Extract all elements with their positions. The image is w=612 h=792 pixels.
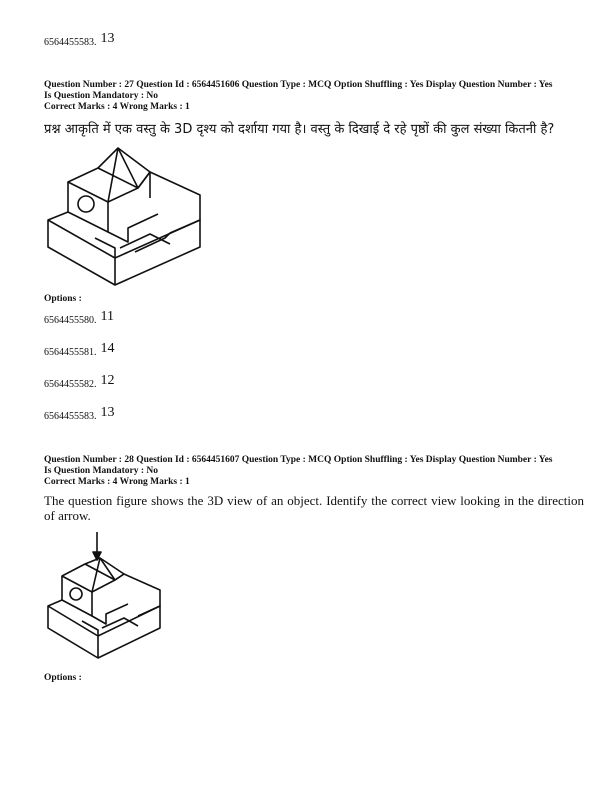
q27-option-2[interactable]: [44, 341, 115, 360]
option-id: 6564455582.: [44, 379, 97, 390]
figure-roof-edge: [118, 148, 138, 188]
q27-option-3[interactable]: [44, 373, 115, 392]
q27-options-label: Options :: [44, 294, 82, 304]
option-value: 14: [100, 341, 115, 356]
option-id: 6564455583.: [44, 411, 97, 422]
q28-options-label: Options :: [44, 673, 82, 683]
q27-header-line2: Is Question Mandatory : No: [44, 91, 159, 101]
q27-option-4[interactable]: [44, 405, 115, 424]
figure-roof: [108, 148, 150, 202]
figure-base: [48, 606, 98, 658]
figure-step-1: [108, 214, 158, 242]
q28-header-line2: Is Question Mandatory : No: [44, 466, 159, 476]
q28-header-line3: Correct Marks : 4 Wrong Marks : 1: [44, 477, 190, 487]
figure-block-left: [68, 168, 138, 202]
figure-slot-edge: [48, 600, 62, 606]
option-value: 11: [100, 309, 114, 324]
figure-hole: [78, 196, 94, 212]
figure-hole: [70, 588, 82, 600]
figure-roof: [92, 558, 124, 592]
figure-block-right: [138, 172, 200, 233]
option-value: 13: [100, 405, 115, 420]
q27-figure: [40, 140, 220, 290]
q27-header: [44, 80, 552, 113]
top-option: [44, 31, 115, 50]
q28-figure: [40, 528, 180, 663]
option-value: 13: [100, 31, 115, 46]
option-id: 6564455581.: [44, 347, 97, 358]
figure-roof-ridge: [85, 558, 100, 564]
figure-step-1: [92, 604, 128, 624]
figure-block-right: [115, 574, 160, 616]
option-id: 6564455580.: [44, 315, 97, 326]
q28-question-text: The question figure shows the 3D view of an object. Identify the correct view looking in the direction of arrow.: [44, 493, 584, 523]
option-id: 6564455583.: [44, 37, 97, 48]
q27-header-line3: Correct Marks : 4 Wrong Marks : 1: [44, 102, 190, 112]
option-value: 12: [100, 373, 115, 388]
q27-option-1[interactable]: [44, 309, 114, 328]
q28-header: [44, 455, 552, 488]
q28-header-line1: Question Number : 28 Question Id : 6564451607 Question Type : MCQ Option Shuffling : Yes Display Question Number : Yes: [44, 455, 553, 465]
q27-question-text: प्रश्न आकृति में एक वस्तु के 3D दृश्य को दर्शाया गया है। वस्तु के दिखाई दे रहे पृष्ठों की कुल संख्या कितनी है?: [44, 122, 555, 137]
figure-block-front: [62, 576, 92, 616]
figure-slot-edge: [48, 212, 68, 220]
q27-header-line1: Question Number : 27 Question Id : 6564451606 Question Type : MCQ Option Shuffling : Yes Display Question Number : Yes: [44, 80, 553, 90]
figure-block-front: [68, 182, 108, 232]
